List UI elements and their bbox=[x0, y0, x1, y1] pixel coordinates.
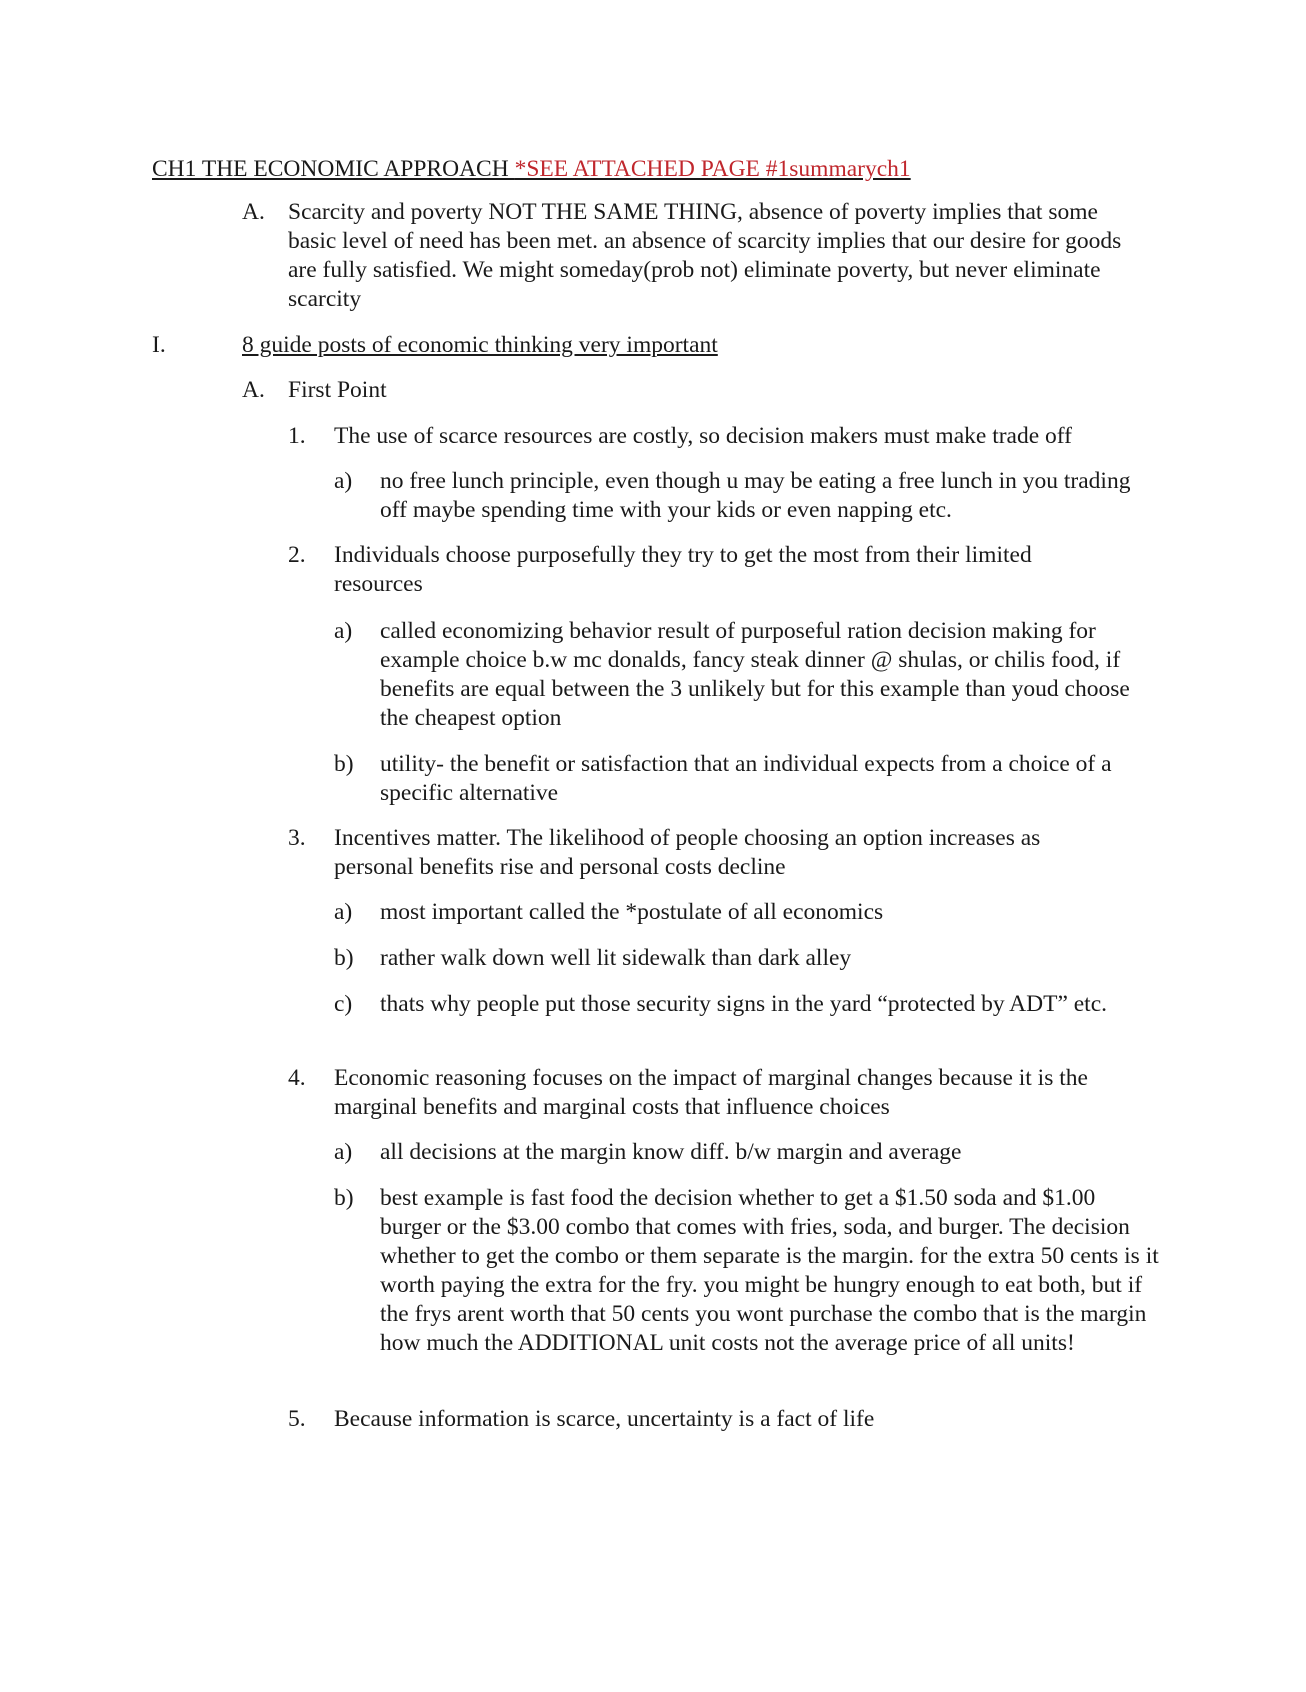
outline-marker: a) bbox=[334, 899, 353, 925]
outline-marker: a) bbox=[334, 618, 353, 644]
outline-text: rather walk down well lit sidewalk than dark alley bbox=[380, 945, 852, 971]
outline-text: Because information is scarce, uncertainty is a fact of life bbox=[334, 1406, 875, 1432]
outline-marker: 1. bbox=[288, 423, 306, 449]
outline-text: Incentives matter. The likelihood of people choosing an option increases as personal benefits rise and personal costs decline bbox=[334, 825, 1041, 880]
outline-marker: b) bbox=[334, 1185, 354, 1211]
outline-text: thats why people put those security signs in the yard “protected by ADT” etc. bbox=[380, 991, 1108, 1017]
outline-text: Individuals choose purposefully they try to get the most from their limited resources bbox=[334, 542, 1032, 597]
outline-text: Scarcity and poverty NOT THE SAME THING, absence of poverty implies that some basic level of need has been met. an absence of scarcity implies that our desire for goods are fully satisfied. We might someday(prob not) eliminate poverty, but never eliminate scarcity bbox=[288, 199, 1122, 312]
outline-marker: 5. bbox=[288, 1406, 306, 1432]
outline-marker: A. bbox=[242, 199, 265, 225]
outline-marker: b) bbox=[334, 945, 354, 971]
outline-marker: I. bbox=[152, 332, 166, 358]
outline-text: utility- the benefit or satisfaction that an individual expects from a choice of a specific alternative bbox=[380, 751, 1112, 806]
outline-marker: a) bbox=[334, 468, 353, 494]
title-main: CH1 THE ECONOMIC APPROACH bbox=[152, 156, 515, 182]
outline-text: The use of scarce resources are costly, so decision makers must make trade off bbox=[334, 423, 1073, 449]
outline-text: Economic reasoning focuses on the impact of marginal changes because it is the marginal benefits and marginal costs that influence choices bbox=[334, 1065, 1088, 1120]
outline-text: all decisions at the margin know diff. b/w margin and average bbox=[380, 1139, 962, 1165]
outline-text: no free lunch principle, even though u may be eating a free lunch in you trading off maybe spending time with your kids or even napping etc. bbox=[380, 468, 1131, 523]
outline-text: most important called the *postulate of all economics bbox=[380, 899, 884, 925]
outline-text: best example is fast food the decision whether to get a $1.50 soda and $1.00 burger or the $3.00 combo that comes with fries, soda, and burger. The decision whether to get the combo or them separate is the margin. for the extra 50 cents is it worth paying the extra for the fry. you might be hungry enough to eat both, but if the frys arent worth that 50 cents you wont purchase the combo that is the margin how much the ADDITIONAL unit costs not the average price of all units! bbox=[380, 1185, 1159, 1356]
outline-marker: c) bbox=[334, 991, 353, 1017]
outline-marker: 4. bbox=[288, 1065, 306, 1091]
page-title bbox=[152, 155, 911, 184]
outline-marker: 2. bbox=[288, 542, 306, 568]
outline-text: called economizing behavior result of purposeful ration decision making for example choice b.w mc donalds, fancy steak dinner @ shulas, or chilis food, if benefits are equal between the 3 unlikely but for this example than youd choose the cheapest option bbox=[380, 618, 1130, 731]
outline-marker: A. bbox=[242, 377, 265, 403]
outline-marker: b) bbox=[334, 751, 354, 777]
section-heading: 8 guide posts of economic thinking very important bbox=[242, 332, 718, 358]
outline-marker: 3. bbox=[288, 825, 306, 851]
outline-marker: a) bbox=[334, 1139, 353, 1165]
attached-page-note: *SEE ATTACHED PAGE #1summarych1 bbox=[514, 156, 911, 182]
outline-text: First Point bbox=[288, 377, 387, 403]
